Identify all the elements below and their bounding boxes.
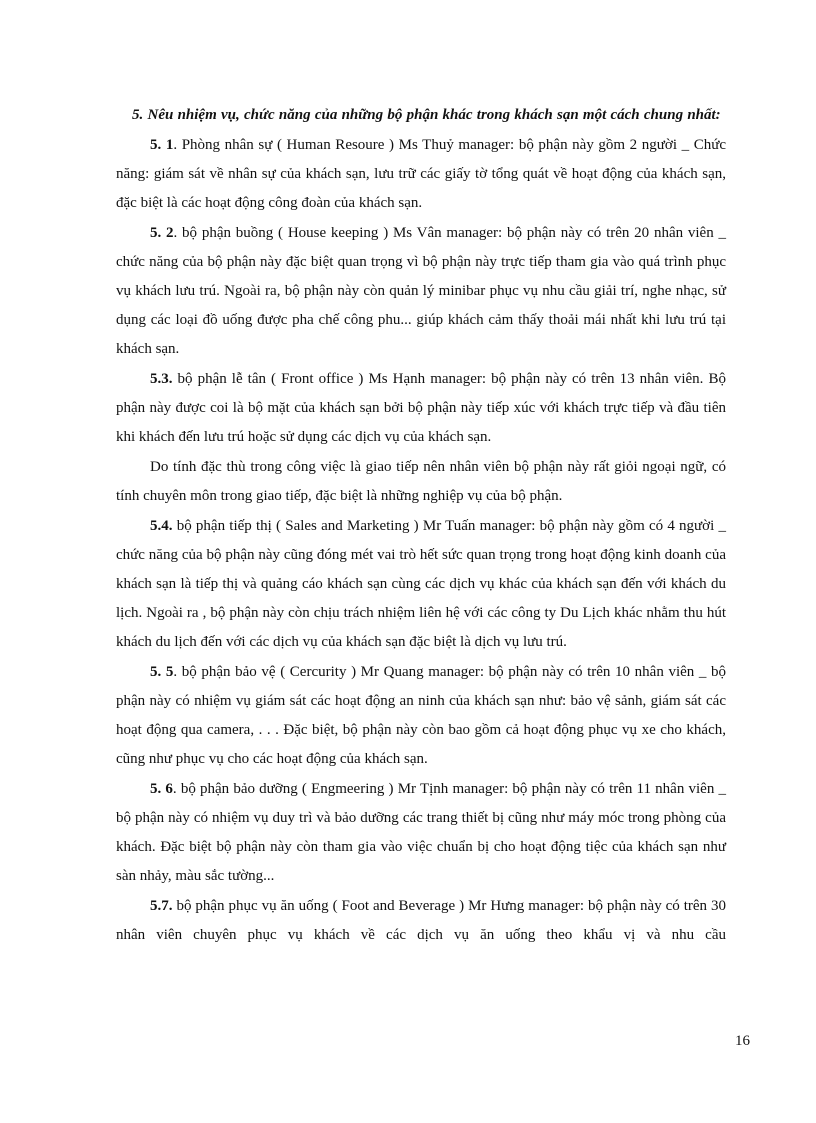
paragraph-text: . bộ phận buồng ( House keeping ) Ms Vân manager: bộ phận này có trên 20 nhân viên _ chức năng của bộ phận này đặc biệt quan trọng vì bộ phận này trực tiếp tham gia vào quá trình phục vụ khách lưu trú. Ngoài ra, bộ phận này còn quản lý minibar phục vụ nhu cầu giải trí, nghe nhạc, sử dụng các loại đồ uống được pha chế công phu... giúp khách cảm thấy thoải mái nhất khi lưu trú tại khách sạn. <box>116 225 726 357</box>
paragraph-5-3 <box>116 364 726 452</box>
paragraph-text: . bộ phận bảo vệ ( Cercurity ) Mr Quang manager: bộ phận này có trên 10 nhân viên _ bộ phận này có nhiệm vụ giám sát các hoạt động an ninh của khách sạn như: bảo vệ sảnh, giám sát các hoạt động qua camera, . . . Đặc biệt, bộ phận này còn bao gồm cả hoạt động phục vụ xe cho khách, cũng như phục vụ cho các hoạt động của khách sạn. <box>116 664 727 767</box>
section-heading: 5. Nêu nhiệm vụ, chức năng của những bộ phận khác trong khách sạn một cách chung nhất: <box>132 107 721 123</box>
paragraph-text: Do tính đặc thù trong công việc là giao tiếp nên nhân viên bộ phận này rất giỏi ngoại ngữ, có tính chuyên môn trong giao tiếp, đặc biệt là những nghiệp vụ của bộ phận. <box>116 459 726 504</box>
paragraph-number: 5.4. <box>150 518 173 534</box>
paragraph-text: bộ phận lễ tân ( Front office ) Ms Hạnh manager: bộ phận này có trên 13 nhân viên. Bộ phận này được coi là bộ mặt của khách sạn bởi bộ phận này tiếp xúc với khách trực tiếp và đầu tiên khi khách đến lưu trú hoặc sử dụng các dịch vụ của khách sạn. <box>116 371 726 445</box>
paragraph-number: 5. 5 <box>150 664 174 680</box>
paragraph-5-4 <box>116 511 726 657</box>
paragraph-text: . Phòng nhân sự ( Human Resoure ) Ms Thuỷ manager: bộ phận này gồm 2 người _ Chức năng: giám sát về nhân sự của khách sạn, lưu trữ các giấy tờ tổng quát về hoạt động của khách sạn, đặc biệt là các hoạt động công đoàn của khách sạn. <box>116 137 726 211</box>
paragraph-text: bộ phận phục vụ ăn uống ( Foot and Beverage ) Mr Hưng manager: bộ phận này có trên 30 nhân viên chuyên phục vụ khách về các dịch vụ ăn uống theo khẩu vị và nhu cầu <box>116 898 726 943</box>
paragraph-text: bộ phận tiếp thị ( Sales and Marketing ) Mr Tuấn manager: bộ phận này gồm có 4 người _ chức năng của bộ phận này cũng đóng mét vai trò hết sức quan trọng trong hoạt động kinh doanh của khách sạn là tiếp thị và quảng cáo khách sạn cùng các dịch vụ khác của khách sạn đến với khách du lịch. Ngoài ra , bộ phận này còn chịu trách nhiệm liên hệ với các công ty Du Lịch khác nhằm thu hút khách du lịch đến với các dịch vụ của khách sạn đặc biệt là dịch vụ lưu trú. <box>116 518 726 650</box>
paragraph-number: 5. 6 <box>150 781 173 797</box>
page-number: 16 <box>735 1033 750 1049</box>
paragraph-number: 5.7. <box>150 898 173 914</box>
paragraph-5-6 <box>116 774 726 891</box>
paragraph-number: 5. 2 <box>150 225 174 241</box>
paragraph-5-5 <box>116 657 726 774</box>
paragraph-5-7 <box>116 891 726 950</box>
paragraph-number: 5. 1 <box>150 137 174 153</box>
page-content <box>116 101 726 950</box>
paragraph-number: 5.3. <box>150 371 173 387</box>
paragraph-5-1 <box>116 130 726 218</box>
paragraph-5-2 <box>116 218 726 364</box>
paragraph-text: . bộ phận bảo dưỡng ( Engmeering ) Mr Tịnh manager: bộ phận này có trên 11 nhân viên _ bộ phận này có nhiệm vụ duy trì và bảo dưỡng các trang thiết bị cũng như máy móc trong phòng của khách. Đặc biệt bộ phận này còn tham gia vào việc chuẩn bị cho hoạt động tiệc của khách sạn như sàn nhảy, màu sắc tường... <box>116 781 726 884</box>
paragraph-5-3-continued <box>116 452 726 511</box>
